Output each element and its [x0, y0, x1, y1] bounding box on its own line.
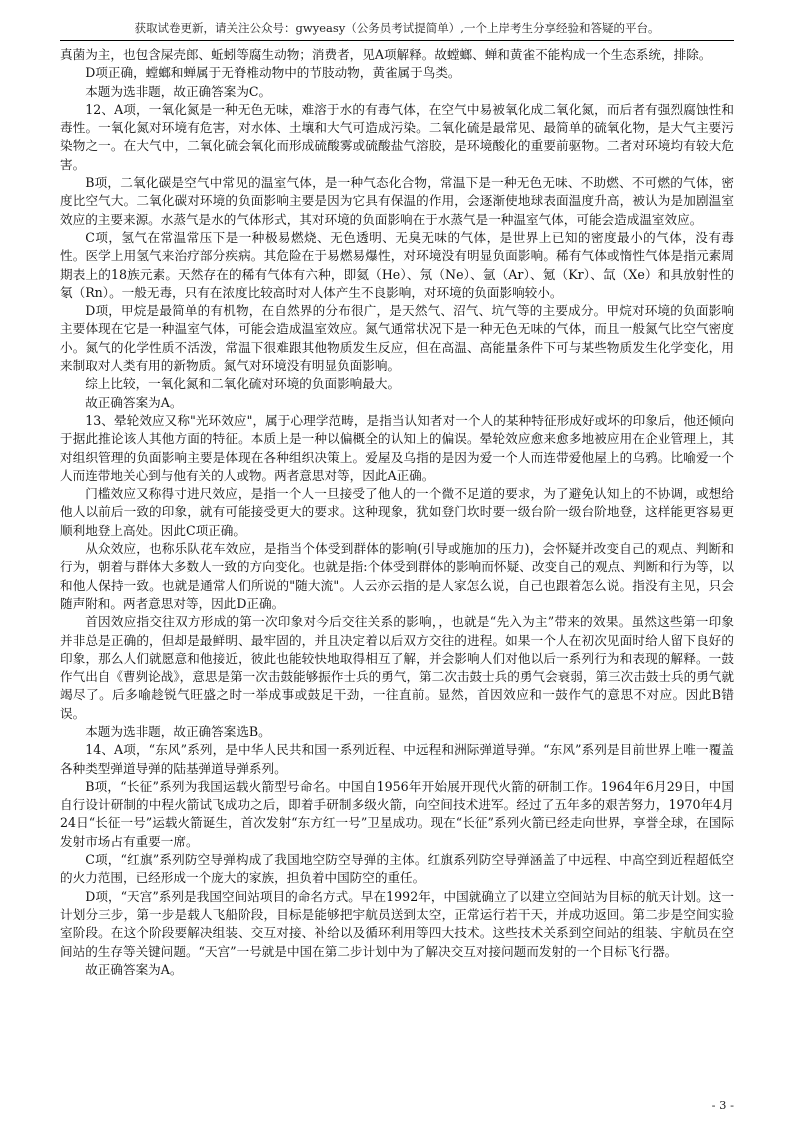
- paragraph: 本题为选非题，故正确答案选B。: [85, 723, 271, 739]
- paragraph: 从众效应，也称乐队花车效应，是指当个体受到群体的影响(引导或施加的压力)，会怀疑并改变自己的观点、判断和行为，朝着与群体大多数人一致的方向变化。也就是指:个体受到群体的影响而怀疑、改变自己的观点、判断和行为等，以和他人保持一致。也就是通常人们所说的"随大流"。人云亦云指的是人家怎么说，自己也跟着怎么说。指没有主见，只会随声附和。两者意思对等，因此D正确。: [60, 541, 734, 611]
- paragraph: 门槛效应又称得寸进尺效应，是指一个人一旦接受了他人的一个微不足道的要求，为了避免认知上的不协调，或想给他人以前后一致的印象，就有可能接受更大的要求。这种现象，犹如登门坎时要一级台阶一级台阶地登，这样能更容易更顺利地登上高处。因此C项正确。: [60, 486, 734, 538]
- paragraph: B项，二氧化碳是空气中常见的温室气体，是一种气态化合物，常温下是一种无色无味、不助燃、不可燃的气体，密度比空气大。二氧化碳对环境的负面影响主要是因为它具有保温的作用，会逐渐使地球表面温度升高，被认为是加剧温室效应的主要来源。水蒸气是水的气体形式，其对环境的负面影响在于水蒸气是一种温室气体，可能会造成温室效应。: [60, 175, 734, 227]
- paragraph: C项，氢气在常温常压下是一种极易燃烧、无色透明、无臭无味的气体，是世界上已知的密度最小的气体，没有毒性。医学上用氢气来治疗部分疾病。其危险在于易燃易爆性，对环境没有明显负面影响。稀有气体或惰性气体是指元素周期表上的18族元素。天然存在的稀有气体有六种，即氦（He）、氖（Ne）、氩（Ar）、氪（Kr）、氙（Xe）和具放射性的氡（Rn）。一般无毒，只有在浓度比较高时对人体产生不良影响，对环境的负面影响较小。: [60, 229, 734, 300]
- paragraph: D项，甲烷是最简单的有机物，在自然界的分布很广，是天然气、沼气、坑气等的主要成分。甲烷对环境的负面影响主要体现在它是一种温室气体，可能会造成温室效应。氮气通常状况下是一种无色无味的气体，而且一般氮气比空气密度小。氮气的化学性质不活泼，常温下很难跟其他物质发生反应，但在高温、高能量条件下可与某些物质发生化学变化，用来制取对人类有用的新物质。氮气对环境没有明显负面影响。: [60, 303, 734, 374]
- paragraph: 故正确答案为A。: [85, 394, 183, 410]
- paragraph: 真菌为主，也包含屎壳郎、蚯蚓等腐生动物；消费者，见A项解释。故螳螂、蝉和黄雀不能构成一个生态系统，排除。: [60, 47, 712, 62]
- header-divider: [60, 40, 734, 41]
- page-header: 获取试卷更新，请关注公众号：gwyeasy（公务员考试提简单）,一个上岸考生分享经验和答疑的平台。: [134, 21, 660, 35]
- paragraph: 13、晕轮效应又称"光环效应"，属于心理学范畴，是指当认知者对一个人的某种特征形成好或坏的印象后，他还倾向于据此推论该人其他方面的特征。本质上是一种以偏概全的认知上的偏误。晕轮效应愈来愈多地被应用在企业管理上，其对组织管理的负面影响主要是体现在各种组织决策上。爱屋及乌指的是因为爱一个人而连带爱他屋上的乌鸦。比喻爱一个人而连带地关心到与他有关的人或物。两者意思对等，因此A正确。: [60, 412, 734, 483]
- paragraph: 综上比较，一氧化氮和二氧化硫对环境的负面影响最大。: [85, 376, 401, 392]
- paragraph: D项，“天宫”系列是我国空间站项目的命名方式。早在1992年，中国就确立了以建立空间站为目标的航天计划。这一计划分三步，第一步是载人飞船阶段，目标是能够把宇航员送到太空，正常运行若干天，并成功返回。第二步是空间实验室阶段。在这个阶段要解决组装、交互对接、补给以及循环利用等四大技术。这些技术关系到空间站的组装、宇航员在空间站的生存等关键问题。“天宫”一号就是中国在第二步计划中为了解决交互对接问题而发射的一个目标飞行器。: [60, 888, 734, 959]
- paragraph: C项，“红旗”系列防空导弹构成了我国地空防空导弹的主体。红旗系列防空导弹涵盖了中远程、中高空到近程超低空的火力范围，已经形成一个庞大的家族，担负着中国防空的重任。: [60, 852, 734, 886]
- paragraph: 12、A项，一氧化氮是一种无色无味，难溶于水的有毒气体，在空气中易被氧化成二氧化氮，而后者有强烈腐蚀性和毒性。一氧化氮对环境有危害，对水体、土壤和大气可造成污染。二氧化硫是最常见、最简单的硫氧化物，是大气主要污染物之一。在大气中，二氧化硫会氧化而形成硫酸雾或硫酸盐气溶胶，是环境酸化的重要前驱物。二者对环境均有较大危害。: [60, 101, 734, 172]
- page-number: - 3 -: [711, 1098, 734, 1112]
- paragraph: 首因效应指交往双方形成的第一次印象对今后交往关系的影响，，也就是“先入为主”带来的效果。虽然这些第一印象并非总是正确的，但却是最鲜明、最牢固的，并且决定着以后双方交往的进程。如果一个人在初次见面时给人留下良好的印象，那么人们就愿意和他接近，彼此也能较快地取得相互了解，并会影响人们对他以后一系列行为和表现的解释。一鼓作气出自《曹刿论战》，意思是第一次击鼓能够振作士兵的勇气，第二次击鼓士兵的勇气会衰弱，第三次击鼓士兵的勇气就竭尽了。后多喻趁锐气旺盛之时一举成事或鼓足干劲，一往直前。显然，首因效应和一鼓作气的意思不对应。因此B错误。: [60, 614, 734, 721]
- paragraph: 故正确答案为A。: [85, 961, 183, 977]
- paragraph: 14、A项，“东风”系列，是中华人民共和国一系列近程、中远程和洲际弹道导弹。“东风”系列是目前世界上唯一覆盖各种类型弹道导弹的陆基弹道导弹系列。: [60, 742, 734, 776]
- paragraph: 本题为选非题，故正确答案为C。: [85, 83, 272, 99]
- paragraph: D项正确，螳螂和蝉属于无脊椎动物中的节肢动物，黄雀属于鸟类。: [85, 65, 461, 81]
- paragraph: B项，“长征”系列为我国运载火箭型号命名。中国自1956年开始展开现代火箭的研制工作。1964年6月29日，中国自行设计研制的中程火箭试飞成功之后，即着手研制多级火箭，向空间技术进军。经过了五年多的艰苦努力，1970年4月24日“长征一号”运载火箭诞生，首次发射“东方红一号”卫星成功。现在“长征”系列火箭已经走向世界，享誉全球，在国际发射市场占有重要一席。: [60, 778, 734, 849]
- document-body: [60, 46, 734, 979]
